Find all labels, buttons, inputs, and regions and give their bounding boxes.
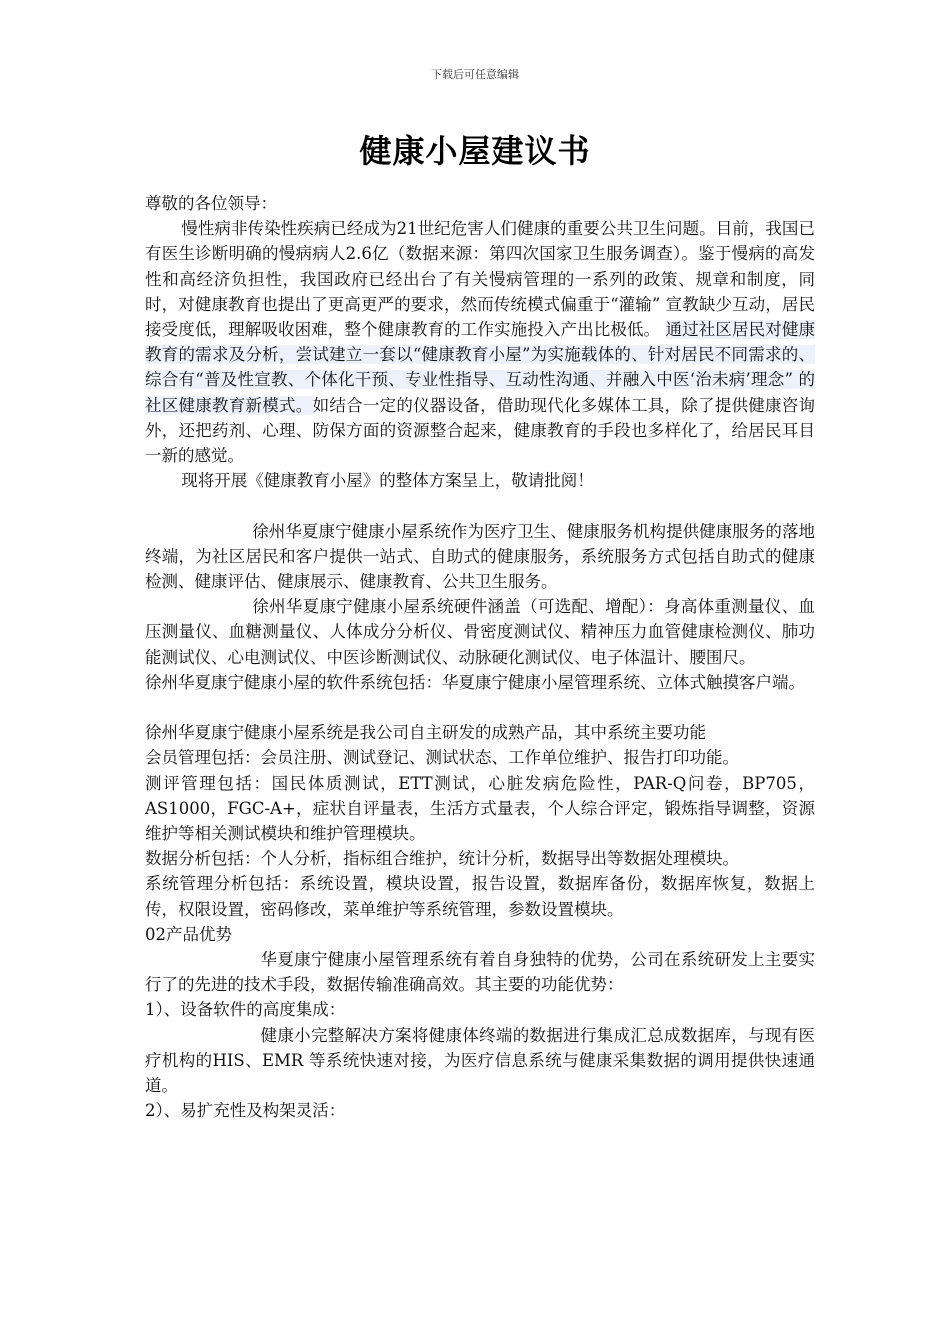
section-heading-advantages: 02产品优势 (145, 924, 232, 944)
member-management-paragraph: 会员管理包括：会员注册、测试登记、测试状态、工作单位维护、报告打印功能。 (145, 748, 739, 768)
hardware-paragraph: 徐州华夏康宁健康小屋系统硬件涵盖（可选配、增配）：身高体重测量仪、血压测量仪、血糖测量仪、人体成分分析仪、骨密度测试仪、精神压力血管健康检测仪、肺功能测试仪、心电测试仪、中医诊断测试仪、动脉硬化测试仪、电子体温计、腰围尺。 (145, 597, 815, 667)
item-2-heading: 2）、易扩充性及构架灵活： (145, 1101, 346, 1121)
system-management-paragraph: 系统管理分析包括：系统设置，模块设置，报告设置，数据库备份，数据库恢复，数据上传，权限设置，密码修改，菜单维护等系统管理，参数设置模块。 (145, 874, 815, 919)
item-1-heading: 1）、设备软件的高度集成： (145, 1000, 346, 1020)
intro-paragraph (145, 216, 815, 468)
intro-text-a: 慢性病非传染性疾病已经成为21世纪危害人们健康的重要公共卫生问题。目前，我国已有医生诊断明确的慢病病人2.6亿（数据来源：第四次国家卫生服务调查）。鉴于慢病的高发性和高经济负担性，我国政府已经出台了有关慢病管理的一系列的政策、规章和制度，同时，对健康教育也提出了更高更严的要求，然而传统模式偏重于“灌输” 宣教缺少互动，居民接受度低，理解吸收困难，整个健康教育的工作实施投入产出比极低。 (145, 219, 815, 340)
intro-highlighted-text: 通过社区居民对健康教育的需求及分析，尝试建立一套以“健康教育小屋”为实施载体的、针对居民不同需求的、综合有“普及性宣教、个体化干预、专业性指导、互动性沟通、并融入中医‘治未病’理念” 的社区健康教育新模式。 (145, 320, 815, 415)
assessment-management-paragraph: 测评管理包括：国民体质测试，ETT测试，心脏发病危险性，PAR-Q问卷，BP705，AS1000，FGC-A+，症状自评量表，生活方式量表，个人综合评定，锻炼指导调整，资源维护等相关测试模块和维护管理模块。 (145, 773, 815, 844)
item-1-paragraph: 健康小完整解决方案将健康体终端的数据进行集成汇总成数据库，与现有医疗机构的HIS、EMR 等系统快速对接，为医疗信息系统与健康采集数据的调用提供快速通道。 (145, 1025, 815, 1096)
salutation: 尊敬的各位领导： (145, 194, 277, 213)
document-body (145, 191, 815, 1123)
software-paragraph: 徐州华夏康宁健康小屋的软件系统包括：华夏康宁健康小屋管理系统、立体式触摸客户端。 (145, 672, 805, 692)
intro-text-b: 如结合一定的仪器设备，借助现代化多媒体工具，除了提供健康咨询外，还把药剂、心理、防保方面的资源整合起来，健康教育的手段也多样化了，给居民耳目一新的感觉。 (145, 395, 816, 466)
page-header-note: 下载后可任意编辑 (431, 68, 519, 81)
advantage-paragraph: 华夏康宁健康小屋管理系统有着自身独特的优势，公司在系统研发上主要实行了的先进的技术手段，数据传输准确高效。其主要的功能优势： (145, 950, 815, 995)
data-analysis-paragraph: 数据分析包括：个人分析，指标组合维护，统计分析，数据导出等数据处理模块。 (145, 849, 739, 869)
document-title: 健康小屋建议书 (359, 132, 591, 170)
blank-line (145, 695, 815, 720)
self-developed-paragraph: 徐州华夏康宁健康小屋系统是我公司自主研发的成熟产品，其中系统主要功能 (145, 723, 706, 743)
submit-paragraph: 现将开展《健康教育小屋》的整体方案呈上，敬请批阅！ (181, 471, 594, 491)
system-intro-paragraph: 徐州华夏康宁健康小屋系统作为医疗卫生、健康服务机构提供健康服务的落地终端，为社区居民和客户提供一站式、自助式的健康服务，系统服务方式包括自助式的健康检测、健康评估、健康展示、健康教育、公共卫生服务。 (145, 521, 815, 592)
blank-line (145, 493, 815, 518)
